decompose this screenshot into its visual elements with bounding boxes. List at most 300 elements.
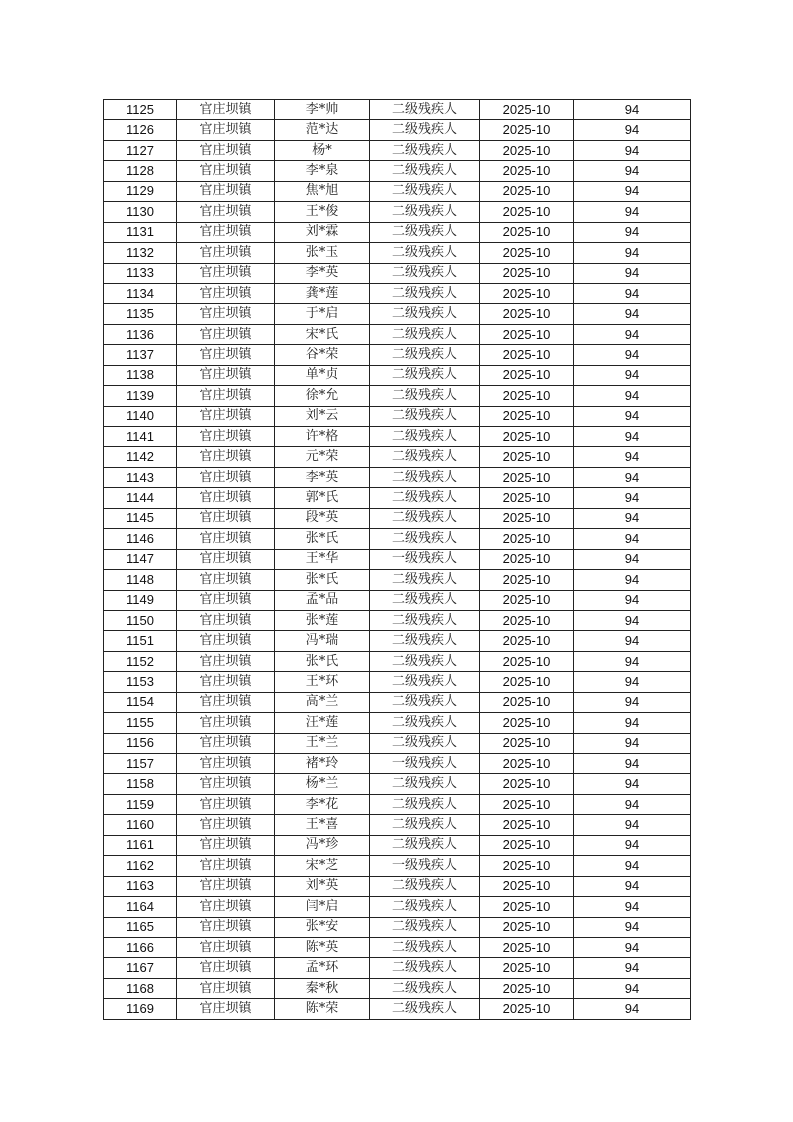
disability-level-cell: 二级残疾人 — [370, 897, 480, 917]
name-cell: 于*启 — [275, 304, 370, 324]
town-cell: 官庄坝镇 — [177, 733, 275, 753]
town-cell: 官庄坝镇 — [177, 508, 275, 528]
disability-level-cell: 二级残疾人 — [370, 672, 480, 692]
row-number-cell: 1164 — [104, 897, 177, 917]
amount-cell: 94 — [574, 754, 691, 774]
town-cell: 官庄坝镇 — [177, 161, 275, 181]
month-cell: 2025-10 — [480, 161, 574, 181]
row-number-cell: 1141 — [104, 427, 177, 447]
amount-cell: 94 — [574, 794, 691, 814]
town-cell: 官庄坝镇 — [177, 999, 275, 1019]
table-row — [104, 672, 691, 692]
name-cell: 龚*莲 — [275, 283, 370, 303]
row-number-cell: 1169 — [104, 999, 177, 1019]
disability-level-cell: 二级残疾人 — [370, 202, 480, 222]
month-cell: 2025-10 — [480, 958, 574, 978]
town-cell: 官庄坝镇 — [177, 304, 275, 324]
disability-level-cell: 一级残疾人 — [370, 856, 480, 876]
amount-cell: 94 — [574, 999, 691, 1019]
month-cell: 2025-10 — [480, 427, 574, 447]
row-number-cell: 1156 — [104, 733, 177, 753]
table-row — [104, 202, 691, 222]
month-cell: 2025-10 — [480, 120, 574, 140]
table-row — [104, 304, 691, 324]
name-cell: 范*达 — [275, 120, 370, 140]
month-cell: 2025-10 — [480, 324, 574, 344]
amount-cell: 94 — [574, 467, 691, 487]
name-cell: 郭*氏 — [275, 488, 370, 508]
amount-cell: 94 — [574, 140, 691, 160]
disability-level-cell: 二级残疾人 — [370, 774, 480, 794]
table-row — [104, 243, 691, 263]
month-cell: 2025-10 — [480, 181, 574, 201]
name-cell: 杨*兰 — [275, 774, 370, 794]
table-row — [104, 978, 691, 998]
table-row — [104, 365, 691, 385]
table-row — [104, 999, 691, 1019]
row-number-cell: 1158 — [104, 774, 177, 794]
amount-cell: 94 — [574, 427, 691, 447]
name-cell: 王*俊 — [275, 202, 370, 222]
town-cell: 官庄坝镇 — [177, 243, 275, 263]
month-cell: 2025-10 — [480, 100, 574, 120]
month-cell: 2025-10 — [480, 713, 574, 733]
month-cell: 2025-10 — [480, 774, 574, 794]
disability-level-cell: 二级残疾人 — [370, 713, 480, 733]
name-cell: 李*英 — [275, 467, 370, 487]
name-cell: 张*玉 — [275, 243, 370, 263]
table-row — [104, 651, 691, 671]
amount-cell: 94 — [574, 733, 691, 753]
table-row — [104, 181, 691, 201]
row-number-cell: 1132 — [104, 243, 177, 263]
amount-cell: 94 — [574, 161, 691, 181]
month-cell: 2025-10 — [480, 590, 574, 610]
name-cell: 高*兰 — [275, 692, 370, 712]
amount-cell: 94 — [574, 447, 691, 467]
town-cell: 官庄坝镇 — [177, 365, 275, 385]
amount-cell: 94 — [574, 651, 691, 671]
disability-level-cell: 二级残疾人 — [370, 999, 480, 1019]
town-cell: 官庄坝镇 — [177, 692, 275, 712]
town-cell: 官庄坝镇 — [177, 815, 275, 835]
amount-cell: 94 — [574, 222, 691, 242]
town-cell: 官庄坝镇 — [177, 427, 275, 447]
name-cell: 段*英 — [275, 508, 370, 528]
table-row — [104, 447, 691, 467]
month-cell: 2025-10 — [480, 754, 574, 774]
name-cell: 刘*霖 — [275, 222, 370, 242]
month-cell: 2025-10 — [480, 570, 574, 590]
disability-level-cell: 二级残疾人 — [370, 488, 480, 508]
month-cell: 2025-10 — [480, 140, 574, 160]
disability-level-cell: 二级残疾人 — [370, 365, 480, 385]
amount-cell: 94 — [574, 345, 691, 365]
month-cell: 2025-10 — [480, 508, 574, 528]
amount-cell: 94 — [574, 406, 691, 426]
disability-level-cell: 二级残疾人 — [370, 917, 480, 937]
name-cell: 褚*玲 — [275, 754, 370, 774]
town-cell: 官庄坝镇 — [177, 978, 275, 998]
table-row — [104, 508, 691, 528]
town-cell: 官庄坝镇 — [177, 283, 275, 303]
disability-level-cell: 二级残疾人 — [370, 345, 480, 365]
row-number-cell: 1154 — [104, 692, 177, 712]
name-cell: 王*喜 — [275, 815, 370, 835]
row-number-cell: 1155 — [104, 713, 177, 733]
row-number-cell: 1165 — [104, 917, 177, 937]
month-cell: 2025-10 — [480, 243, 574, 263]
row-number-cell: 1148 — [104, 570, 177, 590]
table-row — [104, 713, 691, 733]
row-number-cell: 1131 — [104, 222, 177, 242]
month-cell: 2025-10 — [480, 610, 574, 630]
table-row — [104, 733, 691, 753]
town-cell: 官庄坝镇 — [177, 100, 275, 120]
name-cell: 徐*允 — [275, 386, 370, 406]
row-number-cell: 1126 — [104, 120, 177, 140]
month-cell: 2025-10 — [480, 672, 574, 692]
month-cell: 2025-10 — [480, 304, 574, 324]
disability-level-cell: 二级残疾人 — [370, 222, 480, 242]
disability-level-cell: 二级残疾人 — [370, 324, 480, 344]
name-cell: 冯*瑞 — [275, 631, 370, 651]
table-row — [104, 835, 691, 855]
disability-level-cell: 二级残疾人 — [370, 263, 480, 283]
town-cell: 官庄坝镇 — [177, 570, 275, 590]
table-row — [104, 529, 691, 549]
town-cell: 官庄坝镇 — [177, 549, 275, 569]
disability-level-cell: 二级残疾人 — [370, 243, 480, 263]
disability-level-cell: 二级残疾人 — [370, 140, 480, 160]
town-cell: 官庄坝镇 — [177, 794, 275, 814]
row-number-cell: 1159 — [104, 794, 177, 814]
amount-cell: 94 — [574, 692, 691, 712]
amount-cell: 94 — [574, 958, 691, 978]
row-number-cell: 1153 — [104, 672, 177, 692]
table-row — [104, 345, 691, 365]
table-row — [104, 222, 691, 242]
row-number-cell: 1160 — [104, 815, 177, 835]
month-cell: 2025-10 — [480, 815, 574, 835]
month-cell: 2025-10 — [480, 345, 574, 365]
subsidy-roster-table — [103, 99, 691, 1020]
disability-level-cell: 二级残疾人 — [370, 386, 480, 406]
month-cell: 2025-10 — [480, 937, 574, 957]
amount-cell: 94 — [574, 365, 691, 385]
row-number-cell: 1152 — [104, 651, 177, 671]
town-cell: 官庄坝镇 — [177, 958, 275, 978]
table-row — [104, 406, 691, 426]
row-number-cell: 1145 — [104, 508, 177, 528]
month-cell: 2025-10 — [480, 447, 574, 467]
town-cell: 官庄坝镇 — [177, 181, 275, 201]
month-cell: 2025-10 — [480, 651, 574, 671]
amount-cell: 94 — [574, 202, 691, 222]
town-cell: 官庄坝镇 — [177, 876, 275, 896]
amount-cell: 94 — [574, 917, 691, 937]
name-cell: 张*氏 — [275, 570, 370, 590]
name-cell: 杨* — [275, 140, 370, 160]
row-number-cell: 1137 — [104, 345, 177, 365]
name-cell: 单*贞 — [275, 365, 370, 385]
month-cell: 2025-10 — [480, 283, 574, 303]
table-row — [104, 100, 691, 120]
town-cell: 官庄坝镇 — [177, 529, 275, 549]
amount-cell: 94 — [574, 263, 691, 283]
name-cell: 宋*芝 — [275, 856, 370, 876]
name-cell: 陈*荣 — [275, 999, 370, 1019]
row-number-cell: 1127 — [104, 140, 177, 160]
disability-level-cell: 二级残疾人 — [370, 590, 480, 610]
row-number-cell: 1133 — [104, 263, 177, 283]
name-cell: 张*莲 — [275, 610, 370, 630]
amount-cell: 94 — [574, 856, 691, 876]
amount-cell: 94 — [574, 937, 691, 957]
row-number-cell: 1129 — [104, 181, 177, 201]
disability-level-cell: 一级残疾人 — [370, 754, 480, 774]
disability-level-cell: 二级残疾人 — [370, 631, 480, 651]
table-row — [104, 876, 691, 896]
town-cell: 官庄坝镇 — [177, 651, 275, 671]
town-cell: 官庄坝镇 — [177, 754, 275, 774]
row-number-cell: 1130 — [104, 202, 177, 222]
name-cell: 许*格 — [275, 427, 370, 447]
name-cell: 秦*秋 — [275, 978, 370, 998]
name-cell: 元*荣 — [275, 447, 370, 467]
month-cell: 2025-10 — [480, 733, 574, 753]
table-row — [104, 467, 691, 487]
disability-level-cell: 二级残疾人 — [370, 304, 480, 324]
month-cell: 2025-10 — [480, 263, 574, 283]
table-row — [104, 754, 691, 774]
disability-level-cell: 二级残疾人 — [370, 610, 480, 630]
row-number-cell: 1135 — [104, 304, 177, 324]
disability-level-cell: 二级残疾人 — [370, 427, 480, 447]
disability-level-cell: 二级残疾人 — [370, 406, 480, 426]
row-number-cell: 1144 — [104, 488, 177, 508]
table-row — [104, 856, 691, 876]
disability-level-cell: 二级残疾人 — [370, 815, 480, 835]
town-cell: 官庄坝镇 — [177, 140, 275, 160]
table-row — [104, 283, 691, 303]
disability-level-cell: 二级残疾人 — [370, 937, 480, 957]
row-number-cell: 1138 — [104, 365, 177, 385]
disability-level-cell: 二级残疾人 — [370, 651, 480, 671]
row-number-cell: 1167 — [104, 958, 177, 978]
table-row — [104, 631, 691, 651]
amount-cell: 94 — [574, 570, 691, 590]
month-cell: 2025-10 — [480, 835, 574, 855]
row-number-cell: 1161 — [104, 835, 177, 855]
row-number-cell: 1166 — [104, 937, 177, 957]
disability-level-cell: 二级残疾人 — [370, 794, 480, 814]
month-cell: 2025-10 — [480, 406, 574, 426]
amount-cell: 94 — [574, 774, 691, 794]
town-cell: 官庄坝镇 — [177, 222, 275, 242]
disability-level-cell: 二级残疾人 — [370, 958, 480, 978]
amount-cell: 94 — [574, 897, 691, 917]
row-number-cell: 1149 — [104, 590, 177, 610]
row-number-cell: 1147 — [104, 549, 177, 569]
table-row — [104, 692, 691, 712]
month-cell: 2025-10 — [480, 897, 574, 917]
town-cell: 官庄坝镇 — [177, 774, 275, 794]
table-row — [104, 120, 691, 140]
disability-level-cell: 二级残疾人 — [370, 508, 480, 528]
name-cell: 李*帅 — [275, 100, 370, 120]
town-cell: 官庄坝镇 — [177, 120, 275, 140]
table-row — [104, 549, 691, 569]
town-cell: 官庄坝镇 — [177, 631, 275, 651]
month-cell: 2025-10 — [480, 365, 574, 385]
amount-cell: 94 — [574, 876, 691, 896]
row-number-cell: 1163 — [104, 876, 177, 896]
town-cell: 官庄坝镇 — [177, 447, 275, 467]
month-cell: 2025-10 — [480, 999, 574, 1019]
row-number-cell: 1139 — [104, 386, 177, 406]
town-cell: 官庄坝镇 — [177, 713, 275, 733]
table-row — [104, 263, 691, 283]
town-cell: 官庄坝镇 — [177, 467, 275, 487]
disability-level-cell: 二级残疾人 — [370, 181, 480, 201]
amount-cell: 94 — [574, 100, 691, 120]
table-row — [104, 917, 691, 937]
town-cell: 官庄坝镇 — [177, 324, 275, 344]
name-cell: 孟*品 — [275, 590, 370, 610]
amount-cell: 94 — [574, 631, 691, 651]
month-cell: 2025-10 — [480, 856, 574, 876]
amount-cell: 94 — [574, 549, 691, 569]
town-cell: 官庄坝镇 — [177, 835, 275, 855]
month-cell: 2025-10 — [480, 488, 574, 508]
name-cell: 王*环 — [275, 672, 370, 692]
table-row — [104, 570, 691, 590]
month-cell: 2025-10 — [480, 529, 574, 549]
amount-cell: 94 — [574, 815, 691, 835]
town-cell: 官庄坝镇 — [177, 406, 275, 426]
row-number-cell: 1150 — [104, 610, 177, 630]
name-cell: 李*花 — [275, 794, 370, 814]
row-number-cell: 1128 — [104, 161, 177, 181]
row-number-cell: 1140 — [104, 406, 177, 426]
disability-level-cell: 二级残疾人 — [370, 876, 480, 896]
amount-cell: 94 — [574, 610, 691, 630]
town-cell: 官庄坝镇 — [177, 590, 275, 610]
month-cell: 2025-10 — [480, 794, 574, 814]
table-row — [104, 958, 691, 978]
disability-level-cell: 二级残疾人 — [370, 120, 480, 140]
month-cell: 2025-10 — [480, 549, 574, 569]
town-cell: 官庄坝镇 — [177, 202, 275, 222]
name-cell: 宋*氏 — [275, 324, 370, 344]
row-number-cell: 1151 — [104, 631, 177, 651]
row-number-cell: 1142 — [104, 447, 177, 467]
amount-cell: 94 — [574, 488, 691, 508]
amount-cell: 94 — [574, 508, 691, 528]
town-cell: 官庄坝镇 — [177, 917, 275, 937]
amount-cell: 94 — [574, 283, 691, 303]
name-cell: 张*氏 — [275, 651, 370, 671]
town-cell: 官庄坝镇 — [177, 345, 275, 365]
town-cell: 官庄坝镇 — [177, 897, 275, 917]
month-cell: 2025-10 — [480, 222, 574, 242]
disability-level-cell: 二级残疾人 — [370, 100, 480, 120]
town-cell: 官庄坝镇 — [177, 488, 275, 508]
name-cell: 冯*珍 — [275, 835, 370, 855]
amount-cell: 94 — [574, 386, 691, 406]
month-cell: 2025-10 — [480, 631, 574, 651]
table-row — [104, 161, 691, 181]
disability-level-cell: 二级残疾人 — [370, 835, 480, 855]
name-cell: 陈*英 — [275, 937, 370, 957]
table-row — [104, 488, 691, 508]
month-cell: 2025-10 — [480, 917, 574, 937]
name-cell: 谷*荣 — [275, 345, 370, 365]
month-cell: 2025-10 — [480, 692, 574, 712]
town-cell: 官庄坝镇 — [177, 672, 275, 692]
row-number-cell: 1134 — [104, 283, 177, 303]
table-row — [104, 815, 691, 835]
name-cell: 王*兰 — [275, 733, 370, 753]
roster-table-body — [104, 100, 691, 1020]
row-number-cell: 1157 — [104, 754, 177, 774]
amount-cell: 94 — [574, 835, 691, 855]
name-cell: 刘*英 — [275, 876, 370, 896]
row-number-cell: 1146 — [104, 529, 177, 549]
disability-level-cell: 二级残疾人 — [370, 467, 480, 487]
town-cell: 官庄坝镇 — [177, 386, 275, 406]
name-cell: 汪*莲 — [275, 713, 370, 733]
month-cell: 2025-10 — [480, 386, 574, 406]
amount-cell: 94 — [574, 120, 691, 140]
month-cell: 2025-10 — [480, 876, 574, 896]
name-cell: 王*华 — [275, 549, 370, 569]
name-cell: 张*氏 — [275, 529, 370, 549]
table-row — [104, 324, 691, 344]
row-number-cell: 1162 — [104, 856, 177, 876]
name-cell: 闫*启 — [275, 897, 370, 917]
amount-cell: 94 — [574, 324, 691, 344]
month-cell: 2025-10 — [480, 978, 574, 998]
table-row — [104, 610, 691, 630]
town-cell: 官庄坝镇 — [177, 937, 275, 957]
row-number-cell: 1125 — [104, 100, 177, 120]
name-cell: 李*英 — [275, 263, 370, 283]
disability-level-cell: 二级残疾人 — [370, 447, 480, 467]
amount-cell: 94 — [574, 713, 691, 733]
table-row — [104, 140, 691, 160]
amount-cell: 94 — [574, 181, 691, 201]
name-cell: 刘*云 — [275, 406, 370, 426]
disability-level-cell: 二级残疾人 — [370, 978, 480, 998]
table-row — [104, 590, 691, 610]
table-row — [104, 427, 691, 447]
month-cell: 2025-10 — [480, 202, 574, 222]
disability-level-cell: 二级残疾人 — [370, 161, 480, 181]
amount-cell: 94 — [574, 243, 691, 263]
amount-cell: 94 — [574, 590, 691, 610]
name-cell: 孟*环 — [275, 958, 370, 978]
disability-level-cell: 二级残疾人 — [370, 733, 480, 753]
amount-cell: 94 — [574, 978, 691, 998]
name-cell: 李*泉 — [275, 161, 370, 181]
name-cell: 焦*旭 — [275, 181, 370, 201]
table-row — [104, 794, 691, 814]
table-row — [104, 774, 691, 794]
disability-level-cell: 二级残疾人 — [370, 529, 480, 549]
row-number-cell: 1136 — [104, 324, 177, 344]
